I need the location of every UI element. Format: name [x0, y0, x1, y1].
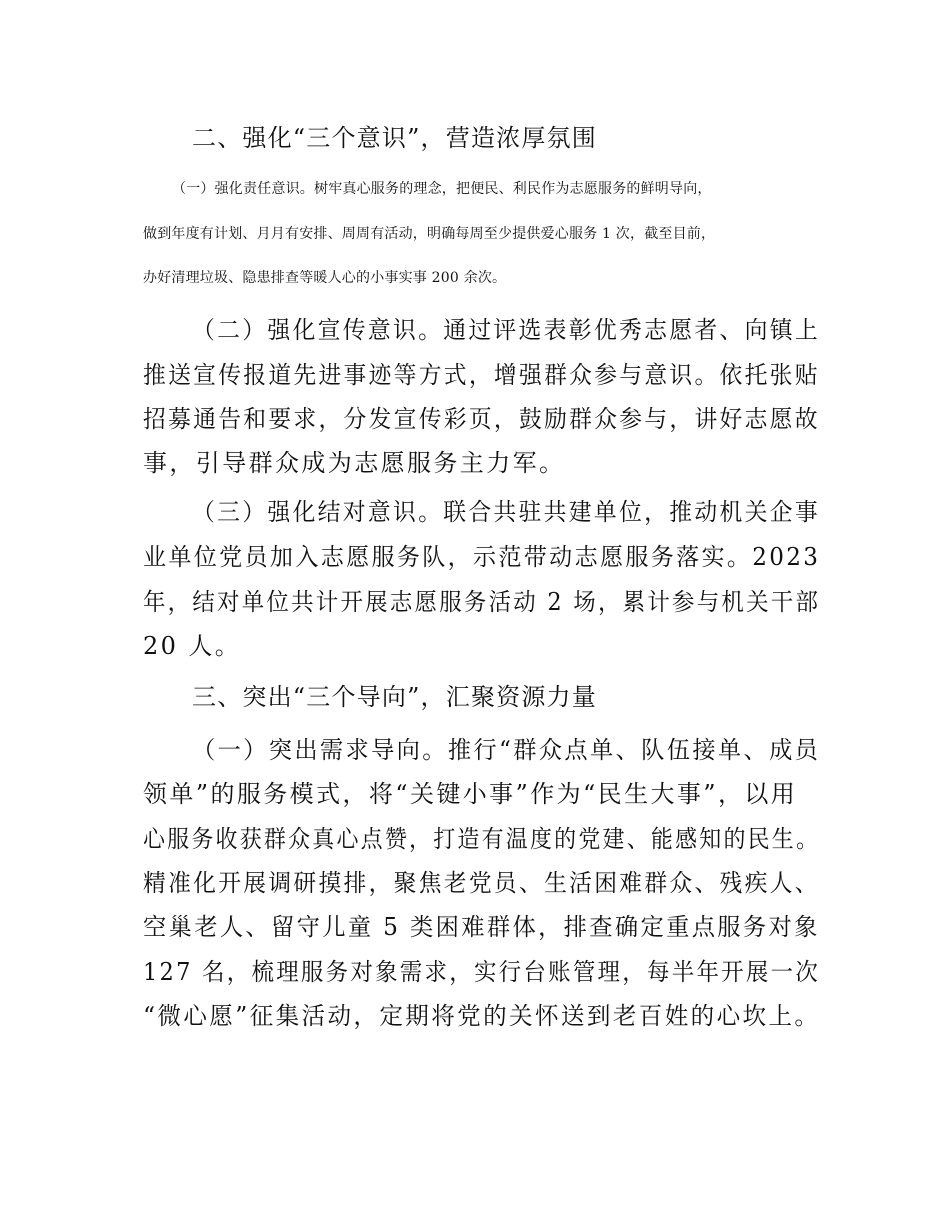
- paragraph-line: （一）强化责任意识。树牢真心服务的理念，把便民、利民作为志愿服务的鲜明导向，: [172, 181, 712, 197]
- paragraph-line: “微心愿”征集活动，定期将党的关怀送到老百姓的心坎上。: [143, 1002, 821, 1030]
- paragraph-line: 领单”的服务模式，将“关键小事”作为“民生大事”，以用: [143, 780, 798, 808]
- paragraph-line: 心服务收获群众真心点赞，打造有温度的党建、能感知的民生。: [143, 825, 821, 853]
- paragraph-line: 招募通告和要求，分发宣传彩页，鼓励群众参与，讲好志愿故: [143, 405, 820, 433]
- section-heading-3: 三、突出“三个导向”，汇聚资源力量: [192, 683, 597, 711]
- paragraph-line: 年，结对单位共计开展志愿服务活动 2 场，累计参与机关干部: [143, 588, 821, 616]
- paragraph-line: 127 名，梳理服务对象需求，实行台账管理，每半年开展一次: [143, 958, 821, 986]
- paragraph-line: 办好清理垃圾、隐患排查等暖人心的小事实事 200 余次。: [143, 270, 507, 286]
- paragraph-line: 精准化开展调研摸排，聚焦老党员、生活困难群众、残疾人、: [143, 869, 820, 897]
- paragraph-line: （二）强化宣传意识。通过评选表彰优秀志愿者、向镇上: [192, 316, 820, 344]
- paragraph-line: 业单位党员加入志愿服务队，示范带动志愿服务落实。2023: [143, 543, 821, 571]
- paragraph-line: （一）突出需求导向。推行“群众点单、队伍接单、成员: [192, 736, 821, 764]
- paragraph-line: 做到年度有计划、月月有安排、周周有活动，明确每周至少提供爱心服务 1 次，截至目前，: [143, 226, 716, 242]
- paragraph-line: 推送宣传报道先进事迹等方式，增强群众参与意识。依托张贴: [143, 361, 820, 389]
- paragraph-line: 事，引导群众成为志愿服务主力军。: [143, 449, 566, 477]
- paragraph-line: 20 人。: [143, 632, 242, 660]
- paragraph-line: 空巢老人、留守儿童 5 类困难群体，排查确定重点服务对象: [143, 913, 820, 941]
- paragraph-line: （三）强化结对意识。联合共驻共建单位，推动机关企事: [192, 498, 820, 526]
- section-heading-2: 二、强化“三个意识”，营造浓厚氛围: [192, 124, 597, 152]
